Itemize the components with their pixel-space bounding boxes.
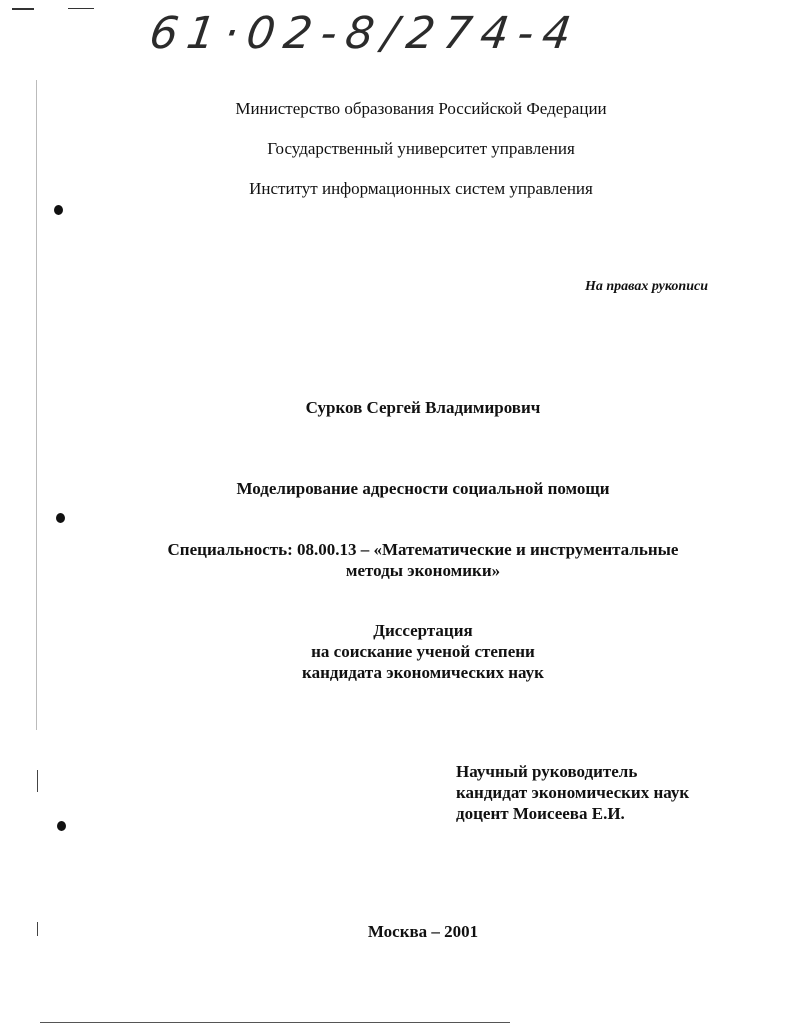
manuscript-note: На правах рукописи — [585, 279, 708, 294]
specialty-line-1: Специальность: 08.00.13 – «Математические и инструментальные — [167, 540, 679, 559]
specialty-line-2: методы экономики» — [345, 561, 501, 580]
city-year: Москва – 2001 — [367, 922, 479, 941]
archive-number-stamp: 61·02-8/274-4 — [146, 8, 584, 59]
supervisor-line-1: Научный руководитель — [456, 762, 638, 781]
margin-tick — [37, 770, 38, 792]
ministry-line: Министерство образования Российской Федерации — [235, 99, 607, 118]
supervisor-line-3: доцент Моисеева Е.И. — [456, 804, 625, 823]
scan-dash — [68, 8, 94, 9]
scan-dash — [12, 8, 34, 10]
supervisor-line-2: кандидат экономических наук — [456, 783, 690, 802]
bottom-scan-line — [40, 1022, 510, 1023]
institute-line: Институт информационных систем управления — [249, 179, 593, 198]
punch-hole-dot — [57, 821, 66, 831]
supervisor-block — [456, 761, 689, 824]
dissertation-heading: Диссертация — [373, 621, 473, 640]
punch-hole-dot — [54, 205, 63, 215]
degree-line-1: на соискание ученой степени — [311, 642, 535, 661]
university-line: Государственный университет управления — [267, 139, 575, 158]
punch-hole-dot — [56, 513, 65, 523]
degree-line-2: кандидата экономических наук — [302, 663, 544, 682]
author-name: Сурков Сергей Владимирович — [305, 398, 541, 417]
dissertation-title: Моделирование адресности социальной помощи — [236, 479, 610, 498]
